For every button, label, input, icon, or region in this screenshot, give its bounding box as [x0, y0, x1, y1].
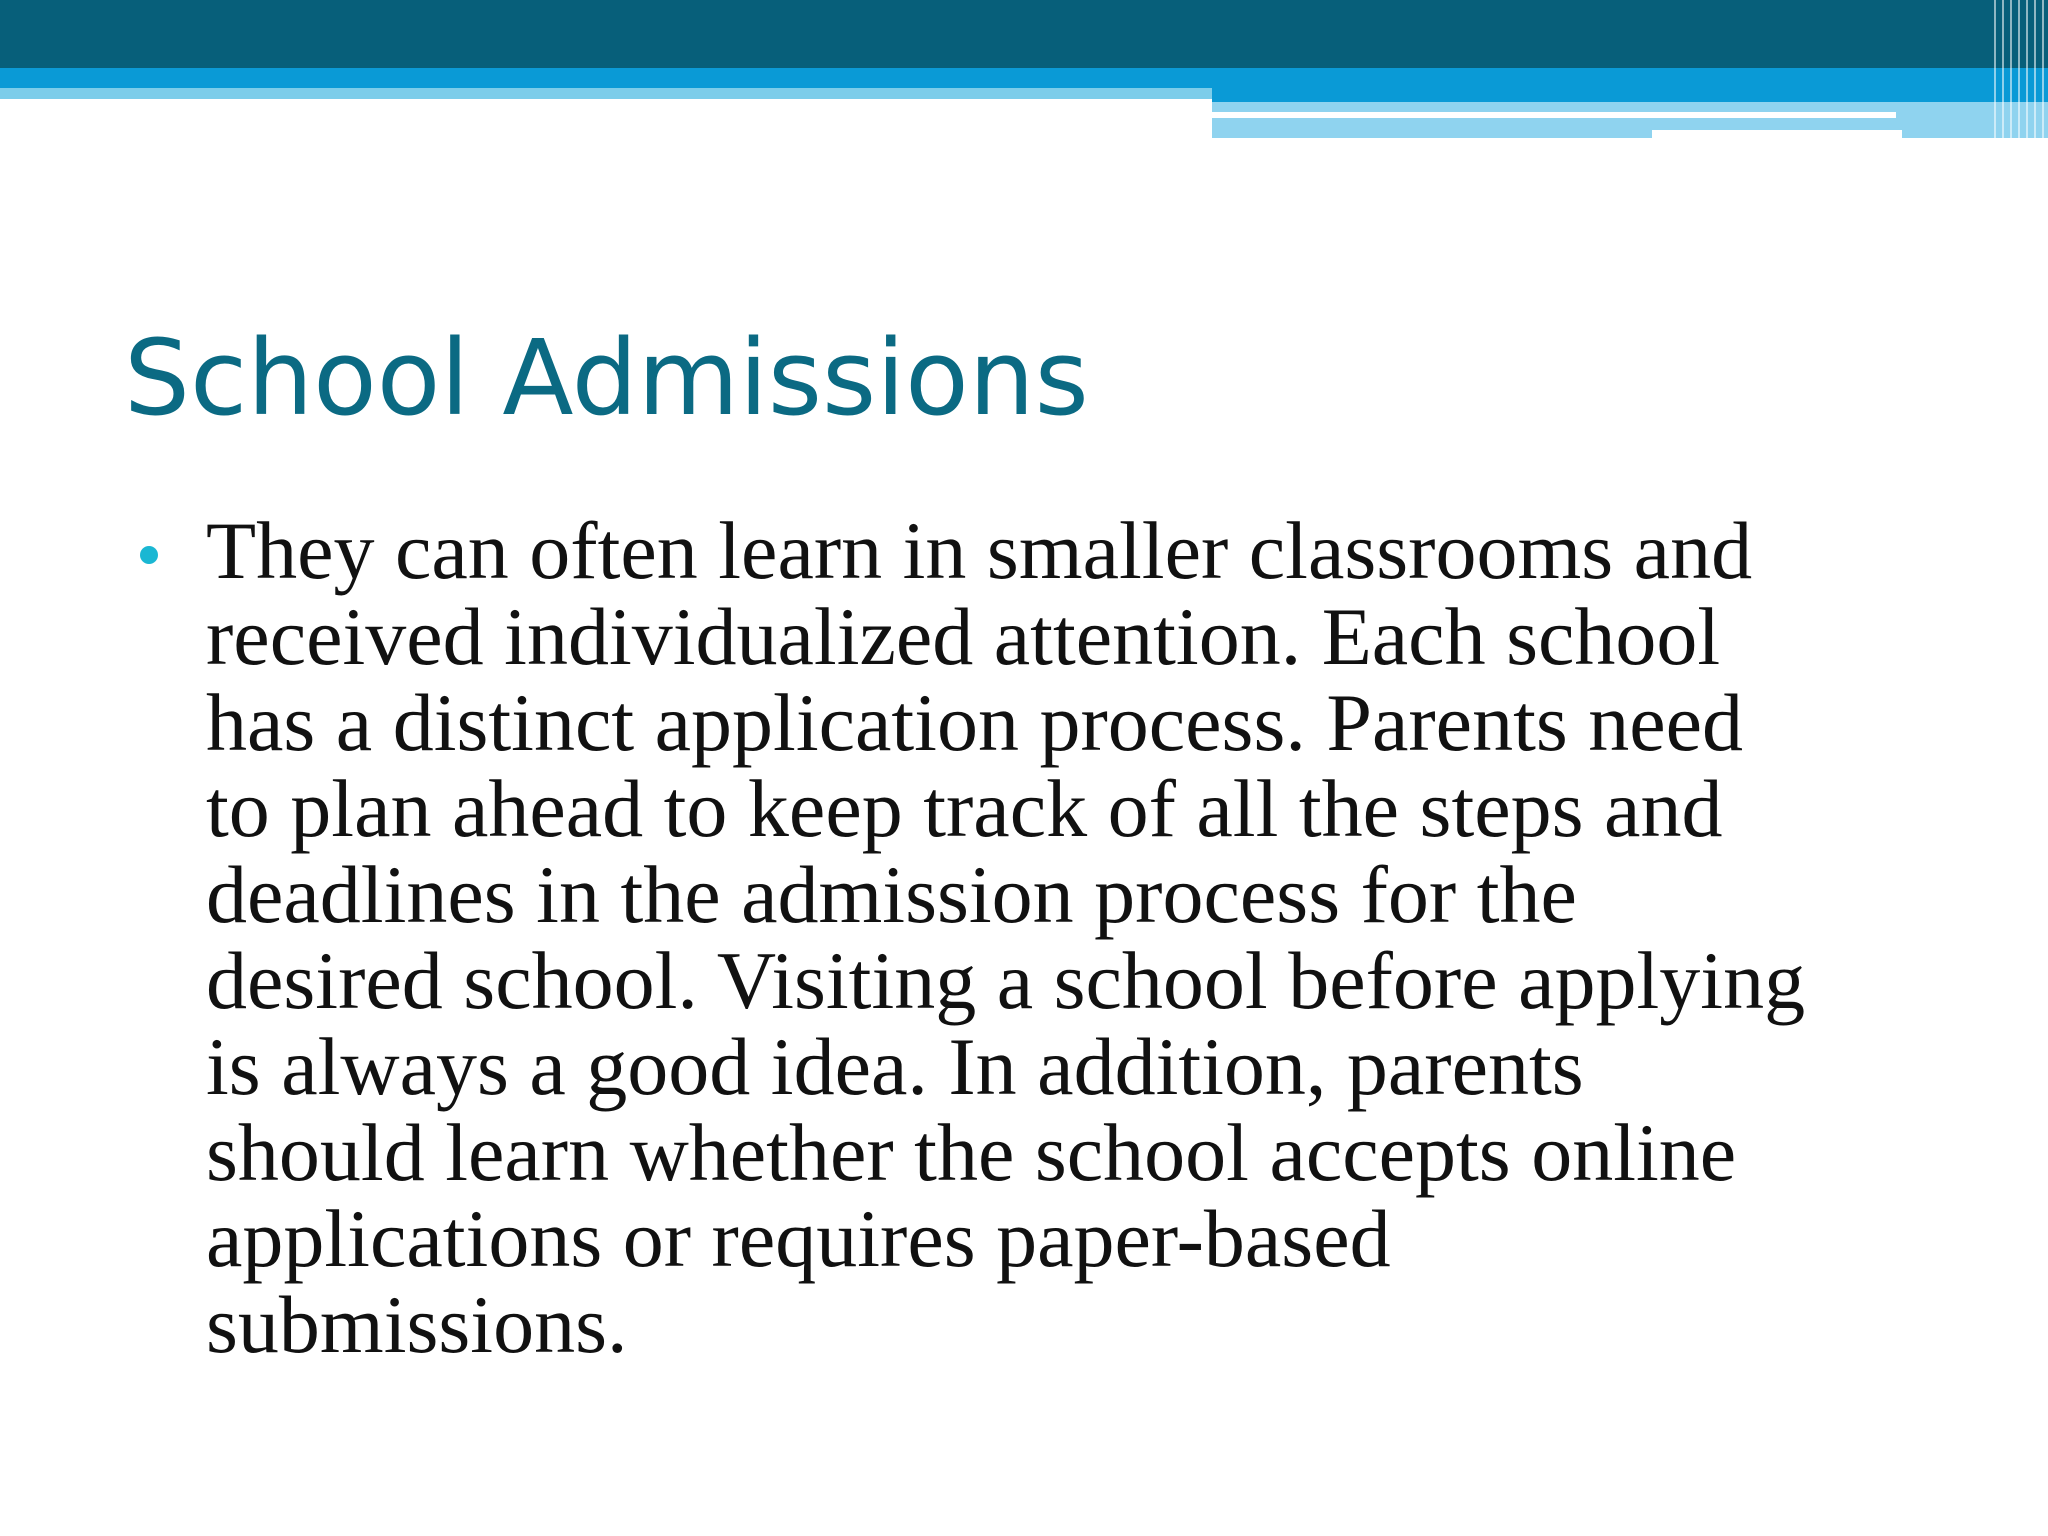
header-band-dark [0, 0, 2048, 68]
slide-title: School Admissions [124, 317, 1089, 439]
bullet-line: submissions. [206, 1279, 628, 1370]
header-band-right-mid [1212, 88, 2048, 102]
header-band-light [0, 88, 1212, 99]
bullet-line: applications or requires paper-based [206, 1193, 1391, 1284]
bullet-line: desired school. Visiting a school before applying [206, 935, 1806, 1026]
bullet-item [140, 505, 1940, 1370]
bullet-line: is always a good idea. In addition, parents [206, 1021, 1584, 1112]
bullet-line: received individualized attention. Each school [206, 591, 1721, 682]
bullet-text [206, 505, 1940, 1370]
bullet-line: They can often learn in smaller classrooms and [206, 505, 1753, 596]
bullet-dot-icon [140, 546, 158, 564]
header-band-right-notch [1652, 130, 1902, 138]
bullet-line: to plan ahead to keep track of all the steps and [206, 763, 1723, 854]
header-band-right-light [1212, 102, 2048, 138]
bullet-line: has a distinct application process. Parents need [206, 677, 1744, 768]
bullet-line: should learn whether the school accepts online [206, 1107, 1737, 1198]
bullet-line: deadlines in the admission process for the [206, 849, 1577, 940]
header-stripes [1988, 0, 2048, 138]
header-band-right-line [1212, 112, 1896, 118]
header-band-mid [0, 68, 2048, 90]
bullet-list [140, 505, 1940, 1370]
